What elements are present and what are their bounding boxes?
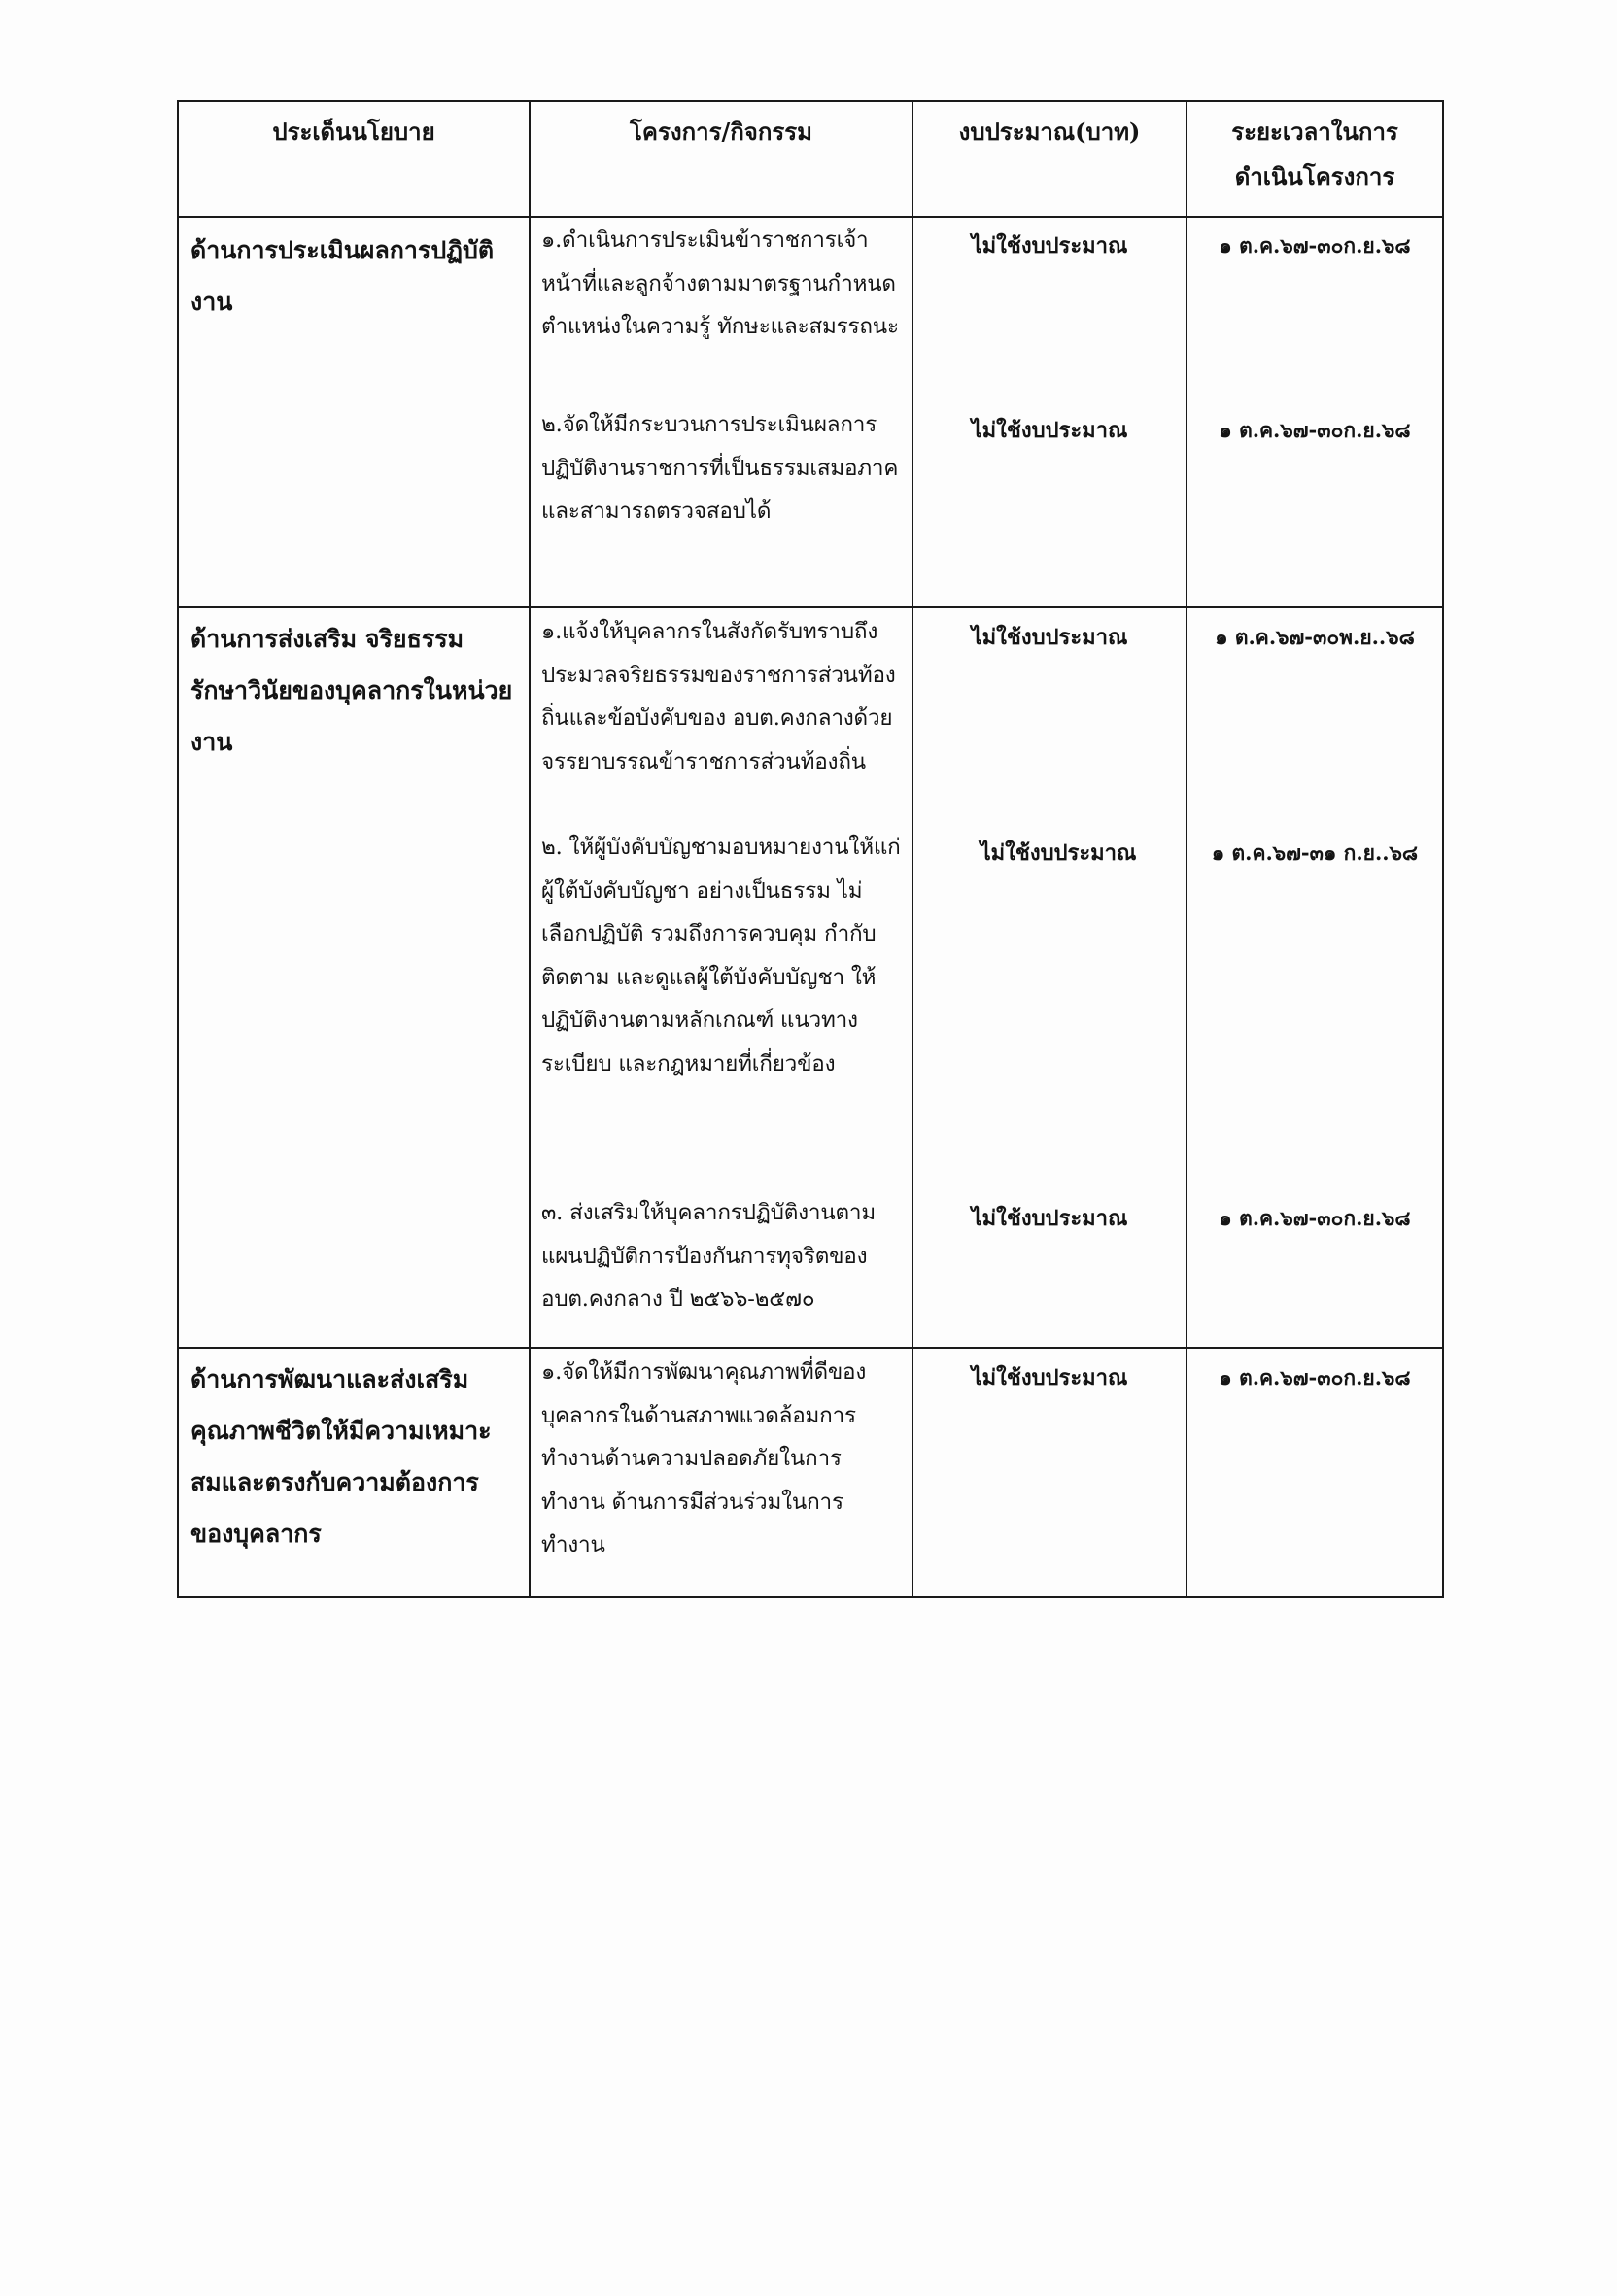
activity-item: ๒. ให้ผู้บังคับบัญชามอบหมายงานให้แก่ ผู้ใต้บังคับบัญชา อย่างเป็นธรรม ไม่เลือกปฏิบัติ รวมถึงการควบคุม กำกับ ติดตาม และดูแลผู้ใต้บังคับบัญชา ให้ปฏิบัติงานตามหลักเกณฑ์ แนวทาง ระเบียบ และกฎหมายที่เกี่ยวข้อง	[541, 835, 901, 1077]
activity-item: ๑.ดำเนินการประเมินข้าราชการเจ้าหน้าที่และลูกจ้างตามมาตรฐานกำหนดตำแหน่งในความรู้ ทักษะและสมรรถนะ	[541, 227, 899, 339]
budget-value: ไม่ใช้งบประมาณ	[971, 625, 1128, 650]
period-cell	[1187, 219, 1442, 606]
activity-item: ๑.จัดให้มีการพัฒนาคุณภาพที่ดีของบุคลากรในด้านสภาพแวดล้อมการทำงานด้านความปลอดภัยในการทำงาน ด้านการมีส่วนร่วมในการทำงาน	[541, 1359, 867, 1558]
budget-value: ไม่ใช้งบประมาณ	[980, 840, 1137, 866]
budget-value: ไม่ใช้งบประมาณ	[971, 1365, 1128, 1390]
budget-cell	[913, 1351, 1186, 1596]
row-divider	[179, 216, 1442, 218]
activity-item: ๑.แจ้งให้บุคลากรในสังกัดรับทราบถึงประมวลจริยธรรมของราชการส่วนท้องถิ่นและข้อบังคับของ อบต.คงกลางด้วยจรรยาบรรณข้าราชการส่วนท้องถิ่น	[541, 619, 896, 774]
budget-value: ไม่ใช้งบประมาณ	[971, 1206, 1128, 1231]
row-divider	[179, 1347, 1442, 1349]
policy-cell-ethics: ด้านการส่งเสริม จริยธรรมรักษาวินัยของบุคลากรในหน่วยงาน	[190, 625, 513, 756]
activity-cell	[531, 610, 912, 1347]
period-cell	[1187, 1351, 1442, 1596]
budget-value: ไม่ใช้งบประมาณ	[971, 418, 1128, 443]
header-period	[1187, 110, 1442, 199]
activity-item: ๓. ส่งเสริมให้บุคลากรปฏิบัติงานตามแผนปฏิบัติการป้องกันการทุจริตของ อบต.คงกลาง ปี ๒๕๖๖-๒๕๗๐	[541, 1200, 876, 1312]
header-period-line2: ดำเนินโครงการ	[1234, 162, 1395, 190]
policy-table	[177, 100, 1444, 1598]
activity-item: ๒.จัดให้มีกระบวนการประเมินผลการปฏิบัติงานราชการที่เป็นธรรมเสมอภาคและสามารถตรวจสอบได้	[541, 412, 899, 524]
row-divider	[179, 606, 1442, 608]
activity-cell	[531, 219, 912, 606]
period-value: ๑ ต.ค.๖๗-๓๑ ก.ย..๖๘	[1211, 840, 1419, 865]
activity-cell	[531, 1351, 912, 1596]
header-period-line1: ระยะเวลาในการ	[1231, 118, 1398, 146]
budget-value: ไม่ใช้งบประมาณ	[971, 233, 1128, 258]
period-value: ๑ ต.ค.๖๗-๓๐พ.ย..๖๘	[1215, 625, 1415, 649]
period-cell	[1187, 610, 1442, 1347]
period-value: ๑ ต.ค.๖๗-๓๐ก.ย.๖๘	[1219, 1365, 1411, 1389]
policy-cell-evaluation: ด้านการประเมินผลการปฏิบัติงาน	[190, 236, 495, 316]
header-budget: งบประมาณ(บาท)	[958, 118, 1141, 146]
budget-cell	[913, 610, 1186, 1347]
period-value: ๑ ต.ค.๖๗-๓๐ก.ย.๖๘	[1219, 1206, 1411, 1230]
period-value: ๑ ต.ค.๖๗-๓๐ก.ย.๖๘	[1219, 418, 1411, 442]
budget-cell	[913, 219, 1186, 606]
header-activity: โครงการ/กิจกรรม	[630, 118, 812, 146]
policy-cell-quality-of-life: ด้านการพัฒนาและส่งเสริมคุณภาพชีวิตให้มีความเหมาะสมและตรงกับความต้องการของบุคลากร	[190, 1365, 492, 1548]
header-policy: ประเด็นนโยบาย	[272, 118, 435, 146]
period-value: ๑ ต.ค.๖๗-๓๐ก.ย.๖๘	[1219, 233, 1411, 257]
